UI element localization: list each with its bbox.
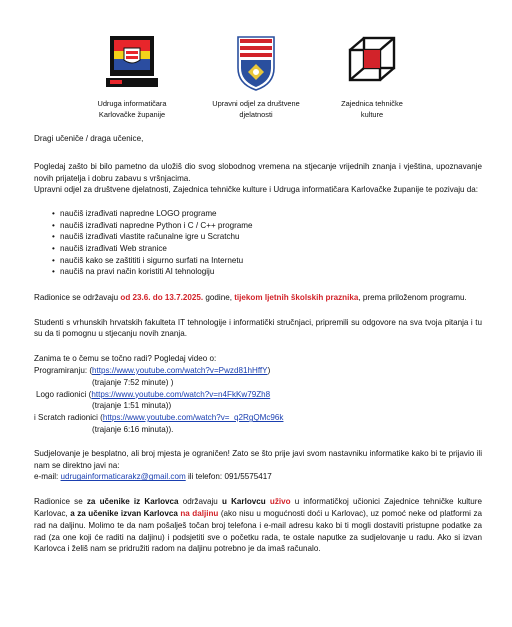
schedule-text: , prema priloženom programu. <box>358 292 467 302</box>
ztk-cube-logo <box>312 32 432 92</box>
final-text: (ako nisu u mogućnosti doći u Karlovac), uz pomoć neke od platformi za rad na daljinu. Molimo te da nam pošalješ točan broj telefona i e-mail adresu kako bi ti mogli dostaviti pristupne podatke za rad (za one koji će raditi na daljinu) i podsjetiti sve o početku rada, te ostale naputke za sudjelovanje u radu. Ako si izvan Karlovca i želiš nam se pridružiti radom na daljinu potrebno je da imaš računalo. <box>34 508 482 554</box>
video-link-scratch[interactable]: https://www.youtube.com/watch?v=_q2RgQMc96k <box>102 413 284 423</box>
udruga-label-line1: Udruga informatičara <box>97 99 167 108</box>
final-bold: a za učenike izvan Karlovca <box>70 508 178 518</box>
list-item: • naučiš na pravi način koristiti AI tehnologiju <box>52 266 482 278</box>
final-bold: u Karlovcu <box>221 497 266 507</box>
ztk-label-line2: kulture <box>360 110 384 119</box>
video-duration: (trajanje 7:52 minute) ) <box>92 377 174 387</box>
video-label: Programiranju: <box>34 365 88 375</box>
list-item: • naučiš izrađivati napredne Python i C / C++ programe <box>52 220 482 232</box>
video-link-logo[interactable]: https://www.youtube.com/watch?v=n4FkKw79Zh8 <box>91 389 271 399</box>
email-label: e-mail: <box>34 472 61 482</box>
org-udruga-informaticara <box>72 32 192 120</box>
intro-paragraph: Pogledaj zašto bi bilo pametno da uložiš dio svog slobodnog vremena na stjecanje vrijednih znanja i vještina, upoznavanje novih prijatelja i dobru zabavu s vršnjacima. <box>34 161 482 183</box>
phone-number: 091/5575417 <box>224 472 272 482</box>
workshop-list <box>34 208 482 278</box>
schedule-dates: od 23.6. do 13.7.2025. <box>120 292 204 302</box>
final-paragraph <box>34 496 482 555</box>
list-item: • naučiš kako se zaštititi i sigurno surfati na Internetu <box>52 255 482 267</box>
video-duration: (trajanje 6:16 minuta)). <box>92 424 174 434</box>
schedule-paragraph <box>34 292 482 304</box>
video-section <box>34 353 482 436</box>
udruga-logo <box>72 32 192 92</box>
logo-header <box>0 28 512 128</box>
list-item: • naučiš izrađivati napredne LOGO programe <box>52 208 482 220</box>
org-upravni-odjel <box>196 32 316 120</box>
phone-label: ili telefon: <box>185 472 225 482</box>
list-item: • naučiš izrađivati vlastite računalne igre u Scratchu <box>52 231 482 243</box>
karlovac-county-crest <box>196 32 316 92</box>
final-text: u informatičkoj učionici Zajednice tehničke kulture Karlovac, <box>34 497 483 518</box>
video-label: i Scratch radionici <box>34 413 98 423</box>
email-link[interactable]: udrugainformaticarakz@gmail.com <box>60 472 186 482</box>
schedule-holiday: tijekom ljetnih školskih praznika <box>234 292 359 302</box>
participation-section <box>34 448 482 483</box>
contact-line <box>34 471 482 483</box>
final-text: održavaju <box>178 497 222 507</box>
video-link-programming[interactable]: https://www.youtube.com/watch?v=Pwzd81hHffY <box>92 365 268 375</box>
ztk-label-line1: Zajednica tehničke <box>341 99 403 108</box>
schedule-text: Radionice se održavaju <box>34 292 121 302</box>
greeting: Dragi učeniče / draga učenice, <box>34 134 144 143</box>
students-paragraph: Studenti s vrhunskih hrvatskih fakulteta IT tehnologije i informatički stručnjaci, pripremili su odgovore na sva tvoja pitanja i tu su da ti pomognu u stjecanju novih znanja. <box>34 317 482 339</box>
final-red: na daljinu <box>180 508 219 518</box>
video-row-logo: Logo radionici (https://www.youtube.com/watch?v=n4FkKw79Zh8 <box>36 389 271 399</box>
video-label: Logo radionici <box>36 389 87 399</box>
final-text: Radionice se <box>34 497 87 507</box>
participation-text: Sudjelovanje je besplatno, ali broj mjesta je ograničen! Zato se što prije javi svom nastavniku informatike kako bi te prijavio ili nam se direktno javi na: <box>34 448 482 470</box>
schedule-text: godine, <box>203 292 235 302</box>
letter-body <box>34 130 482 555</box>
video-row-programming: Programiranju: (https://www.youtube.com/watch?v=Pwzd81hHffY) <box>34 365 271 375</box>
odjel-label-line2: djelatnosti <box>239 110 273 119</box>
video-duration: (trajanje 1:51 minuta)) <box>92 401 172 411</box>
list-item: • naučiš izrađivati Web stranice <box>52 243 482 255</box>
final-bold: za učenike iz Karlovca <box>86 497 179 507</box>
video-question: Zanima te o čemu se točno radi? Pogledaj video o: <box>34 354 217 364</box>
odjel-label-line1: Upravni odjel za društvene <box>212 99 300 108</box>
udruga-label-line2: Karlovačke županije <box>98 110 166 119</box>
final-red: uživo <box>269 497 291 507</box>
org-zajednica-tehnicke-kulture <box>312 32 432 120</box>
invite-paragraph: Upravni odjel za društvene djelatnosti, Zajednica tehničke kulture i Udruga informatičara Karlovačke županije te pozivaju da: <box>34 185 479 195</box>
video-row-scratch: i Scratch radionici (https://www.youtube.com/watch?v=_q2RgQMc96k <box>34 413 284 423</box>
